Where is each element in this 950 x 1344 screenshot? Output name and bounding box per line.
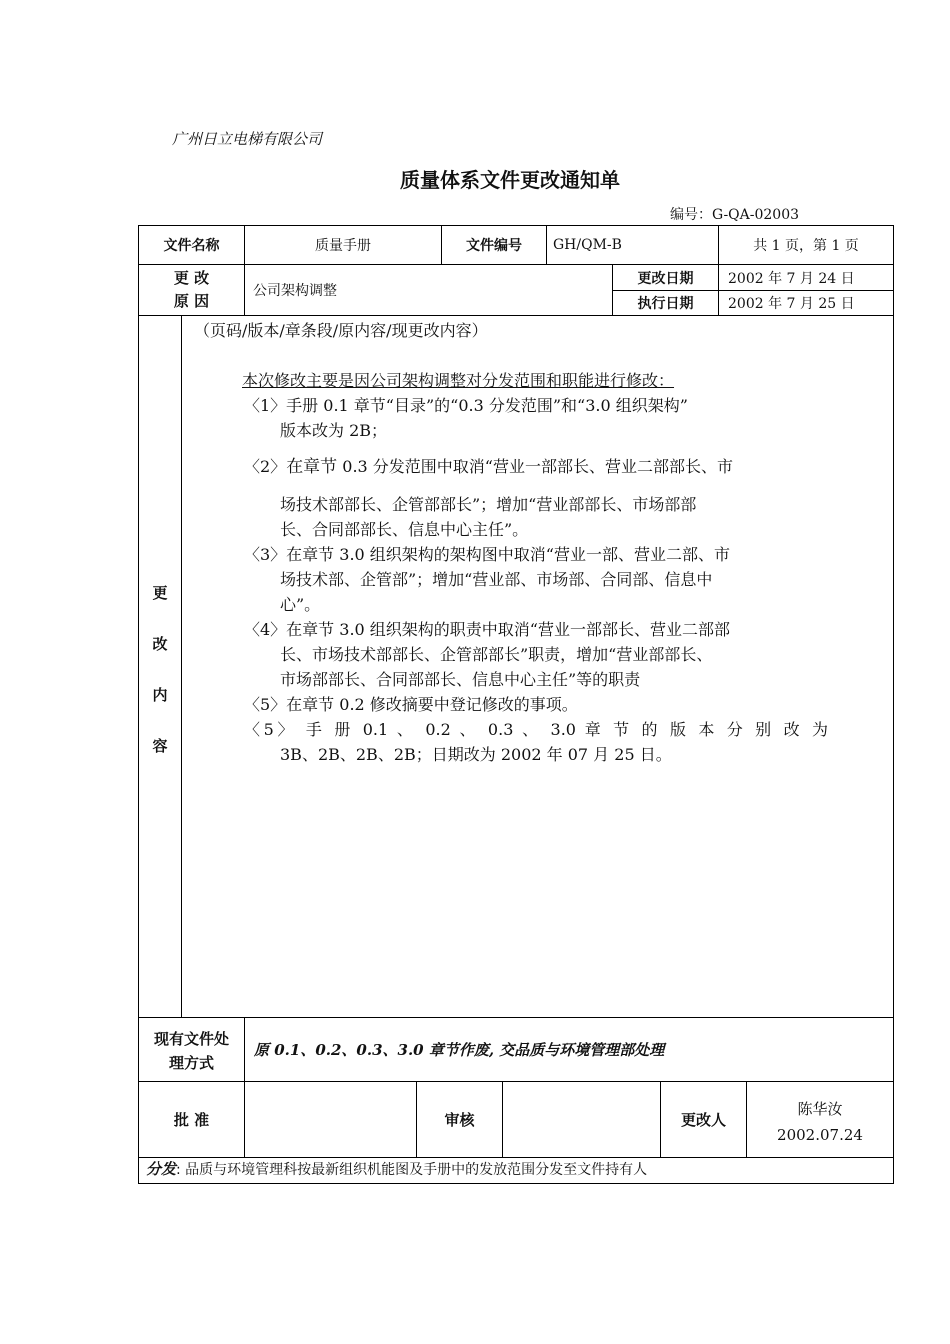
item-6-line-2: 3B、2B、2B、2B；日期改为 2002 年 07 月 25 日。 xyxy=(280,745,672,764)
distribution-label: 分发 xyxy=(146,1160,177,1178)
disposal-label: 现有文件处 理方式 xyxy=(153,1030,229,1072)
exec-date-label: 执行日期 xyxy=(637,296,694,312)
file-name-label: 文件名称 xyxy=(163,238,220,254)
company-name: 广州日立电梯有限公司 xyxy=(172,130,323,148)
item-3-line-1: 〈3〉在章节 3.0 组织架构的架构图中取消“营业一部、营业二部、市 xyxy=(244,545,730,564)
content-label-char-2: 改 xyxy=(152,635,168,653)
item-2-line-2: 场技术部部长、企管部部长”；增加“营业部部长、市场部部 xyxy=(280,495,697,514)
item-6-line-1: 〈5〉 手 册 0.1 、 0.2 、 0.3 、 3.0 章 节 的 版 本 分 别 改 为 xyxy=(244,720,828,739)
content-label-char-1: 更 xyxy=(152,584,168,602)
exec-date-value: 2002 年 7 月 25 日 xyxy=(728,296,855,312)
change-date-value: 2002 年 7 月 24 日 xyxy=(728,270,855,287)
item-3-line-3: 心”。 xyxy=(280,595,321,614)
change-reason-label: 更 改 原 因 xyxy=(173,269,210,310)
item-1-line-1: 〈1〉手册 0.1 章节“目录”的“0.3 分发范围”和“3.0 组织架构” xyxy=(244,396,688,415)
file-name-value: 质量手册 xyxy=(315,238,371,254)
file-code-value: GH/QM-B xyxy=(553,237,622,253)
file-code-label: 文件编号 xyxy=(466,238,522,254)
content-header: （页码/版本/章条段/原内容/现更改内容） xyxy=(194,321,488,340)
changer-label: 更改人 xyxy=(680,1111,726,1129)
changer-name: 陈华汝 xyxy=(797,1100,843,1118)
item-5: 〈5〉在章节 0.2 修改摘要中登记修改的事项。 xyxy=(244,695,578,714)
distribution-text: : 品质与环境管理科按最新组织机能图及手册中的发放范围分发至文件持有人 xyxy=(176,1162,648,1178)
item-2-line-3: 长、合同部部长、信息中心主任”。 xyxy=(280,520,529,539)
item-2-line-1: 〈2〉在章节 0.3 分发范围中取消“营业一部部长、营业二部部长、市 xyxy=(244,457,733,477)
disposal-value: 原 0.1、0.2、0.3、3.0 章节作废, 交品质与环境管理部处理 xyxy=(254,1041,665,1059)
document-title: 质量体系文件更改通知单 xyxy=(400,168,620,192)
content-intro: 本次修改主要是因公司架构调整对分发范围和职能进行修改： xyxy=(242,371,675,390)
item-4-line-3: 市场部部长、合同部部长、信息中心主任”等的职责 xyxy=(280,670,641,689)
change-content xyxy=(188,318,828,767)
document-number: 编号：G-QA-02003 xyxy=(670,207,800,223)
change-date-label: 更改日期 xyxy=(637,270,694,287)
item-4-line-1: 〈4〉在章节 3.0 组织架构的职责中取消“营业一部部长、营业二部部 xyxy=(244,620,730,639)
distribution-note xyxy=(146,1158,647,1179)
changer-signature xyxy=(747,1096,893,1148)
review-label: 审核 xyxy=(444,1111,475,1129)
approve-label: 批 准 xyxy=(173,1111,210,1129)
content-label-char-4: 容 xyxy=(152,737,168,755)
content-label-char-3: 内 xyxy=(152,686,168,704)
change-reason-value: 公司架构调整 xyxy=(253,283,337,299)
page-count: 共 1 页，第 1 页 xyxy=(753,238,859,254)
item-4-line-2: 长、市场技术部部长、企管部部长”职责，增加“营业部部长、 xyxy=(280,645,713,664)
changer-date: 2002.07.24 xyxy=(777,1126,863,1144)
item-3-line-2: 场技术部、企管部”；增加“营业部、市场部、合同部、信息中 xyxy=(280,570,713,589)
item-1-line-2: 版本改为 2B； xyxy=(280,421,388,440)
